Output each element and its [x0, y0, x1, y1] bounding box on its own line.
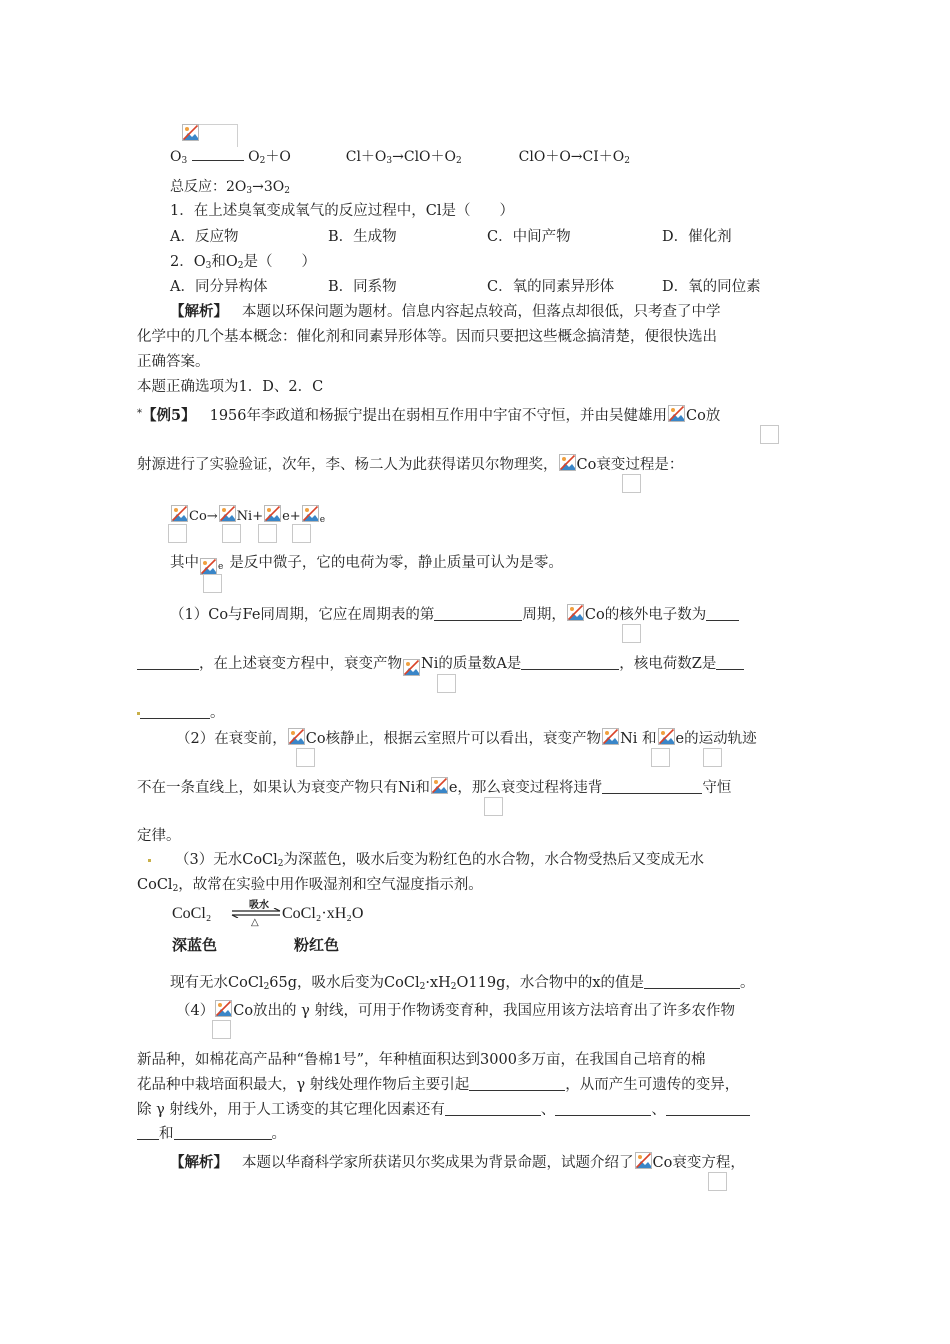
image-frame	[708, 1172, 727, 1191]
ozone-reaction-line: $O_3$ $O_2+O$ $Cl+O_3\to ClO+O_2$ $ClO+O\to CI+O_2$	[170, 149, 630, 166]
part-1-line-1: （1）Co与Fe同周期，它应在周期表的第 周期， Co的核外电子数为	[170, 604, 739, 625]
analysis-1-line-3: 正确答案。	[137, 354, 210, 370]
part-3-calculation: 现有无水CoCl$_2$65g，吸水后变为$CoCl_2\cdot xH_2O119g$，水合物中的x的值是 。	[170, 975, 755, 992]
question-1-option-a: A．反应物	[170, 229, 239, 245]
part-4-line-5: 和 。	[137, 1124, 286, 1144]
image-frame	[651, 748, 670, 767]
part-1-line-3: 。	[137, 703, 225, 723]
part-2-line-2: 不在一条直线上，如果认为衰变产物只有Ni和 e，那么衰变过程将违背 守恒	[137, 777, 731, 798]
image-frame	[622, 624, 641, 643]
antineutrino-image	[302, 505, 319, 522]
example-5-line-2: 射源进行了实验验证，次年，李、杨二人为此获得诺贝尔物理奖， Co衰变过程是：	[137, 454, 683, 475]
part-1-line-2: ，在上述衰变方程中，衰变产物 Ni的质量数A是 ，核电荷数Z是	[137, 654, 744, 676]
part-4-line-1: （4） Co放出的 γ 射线，可用于作物诱变育种，我国应用该方法培育出了许多农作物	[176, 1000, 735, 1021]
co-isotope-image	[567, 604, 584, 621]
co-isotope-image	[635, 1152, 652, 1169]
question-2-option-d: D．氧的同位素	[662, 279, 761, 295]
question-2-option-c: C．氧的同素异形体	[487, 279, 615, 295]
image-frame	[292, 524, 311, 543]
ni-isotope-image	[219, 505, 236, 522]
co-isotope-image	[171, 505, 188, 522]
part-4-line-4: 除 γ 射线外，用于人工诱变的其它理化因素还有 、 、	[137, 1100, 750, 1120]
part-3-line-2: CoCl$_2$，故常在实验中用作吸湿剂和空气湿度指示剂。	[137, 877, 483, 894]
image-frame	[760, 425, 779, 444]
co-isotope-image	[215, 1000, 232, 1017]
ni-isotope-image	[602, 728, 619, 745]
electron-image	[264, 505, 281, 522]
image-frame	[484, 797, 503, 816]
question-1-option-b: B．生成物	[328, 229, 397, 245]
example-5-line-1: *【例5】 1956年李政道和杨振宁提出在弱相互作用中宇宙不守恒，并由吴健雄用 Co放	[137, 407, 721, 424]
question-2-option-a: A．同分异构体	[170, 279, 268, 295]
analysis-1-line-1: 【解析】 本题以环保问题为题材。信息内容起点较高，但落点却很低，只考查了中学	[170, 303, 721, 320]
image-frame	[222, 524, 241, 543]
ni-isotope-image	[403, 659, 420, 676]
image-frame	[168, 524, 187, 543]
question-2-option-b: B．同系物	[328, 279, 397, 295]
part-2-line-1: （2）在衰变前， Co核静止，根据云室照片可以看出，衰变产物 Ni 和 e的运动轨迹	[176, 728, 757, 749]
co-isotope-image	[668, 405, 685, 422]
answer-line: 本题正确选项为1．D、2．C	[137, 379, 324, 395]
question-1-option-d: D．催化剂	[662, 229, 732, 245]
question-2-stem: 2．$O_3$和$O_2$是（ ）	[170, 254, 316, 271]
cocl2-equilibrium-figure: CoCl₂ 吸水 △ CoCl₂·xH₂O 深蓝色 粉红色	[172, 900, 364, 954]
part-2-line-3: 定律。	[137, 828, 181, 844]
image-frame	[203, 574, 222, 593]
analysis-2-line-1: 【解析】 本题以华裔科学家所获诺贝尔奖成果为背景命题，试题介绍了 Co衰变方程，	[170, 1154, 745, 1171]
part-4-line-3: 花品种中栽培面积最大，γ 射线处理作物后主要引起 ，从而产生可遗传的变异，	[137, 1077, 740, 1093]
image-frame	[703, 748, 722, 767]
electron-image	[431, 777, 448, 794]
marker-dot	[148, 859, 151, 862]
part-4-line-2: 新品种，如棉花高产品种“鲁棉1号”，年种植面积达到3000多万亩，在我国自己培育的棉	[137, 1052, 706, 1068]
reaction-arrow-frame	[199, 124, 238, 147]
image-frame	[258, 524, 277, 543]
image-frame	[212, 1020, 231, 1039]
image-frame	[296, 748, 315, 767]
broken-image-icon	[182, 124, 199, 141]
analysis-1-line-2: 化学中的几个基本概念：催化剂和同素异形体等。因而只要把这些概念搞清楚，便很快选出	[137, 329, 717, 345]
reaction-image-box	[181, 124, 200, 145]
question-1-option-c: C．中间产物	[487, 229, 571, 245]
total-reaction: 总反应：$2O_3\to 3O_2$	[170, 179, 290, 196]
co-isotope-image	[288, 728, 305, 745]
decay-equation: Co→ Ni+ e+ $_e$	[170, 505, 325, 530]
question-1-stem: 1．在上述臭氧变成氧气的反应过程中，Cl是（ ）	[170, 203, 514, 219]
antineutrino-image	[200, 558, 217, 575]
image-frame	[622, 474, 641, 493]
co-isotope-image	[559, 454, 576, 471]
image-frame	[437, 674, 456, 693]
electron-image	[658, 728, 675, 745]
antineutrino-note: 其中 $_e$ 是反中微子，它的电荷为零，静止质量可认为是零。	[170, 553, 563, 577]
part-3-line-1: （3）无水CoCl$_2$为深蓝色，吸水后变为粉红色的水合物，水合物受热后又变成无水	[148, 850, 704, 874]
